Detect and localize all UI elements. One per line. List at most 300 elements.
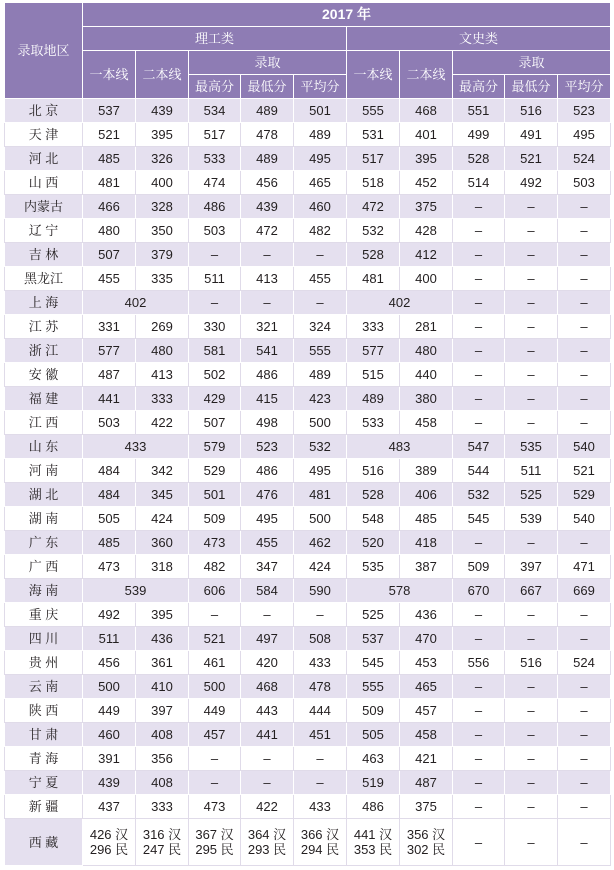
table-row xyxy=(5,219,611,243)
score-cell: – xyxy=(453,603,505,627)
score-cell: – xyxy=(453,795,505,819)
score-cell: 511 xyxy=(83,627,136,651)
score-cell: 487 xyxy=(400,771,453,795)
science-avg-header: 平均分 xyxy=(294,75,347,99)
score-han: 364 汉 xyxy=(247,827,287,842)
score-cell: 537 xyxy=(83,99,136,123)
score-cell: 424 xyxy=(294,555,347,579)
score-cell xyxy=(347,819,400,866)
score-cell: 667 xyxy=(505,579,558,603)
score-cell: 584 xyxy=(241,579,294,603)
score-cell: 489 xyxy=(241,147,294,171)
score-cell: 478 xyxy=(294,675,347,699)
score-cell: 281 xyxy=(400,315,453,339)
arts-tier1-header: 一本线 xyxy=(347,51,400,99)
score-cell: – xyxy=(453,699,505,723)
table-row xyxy=(5,603,611,627)
score-cell: 503 xyxy=(189,219,241,243)
score-han: 441 汉 xyxy=(353,827,393,842)
score-cell: 540 xyxy=(558,435,611,459)
score-cell: – xyxy=(294,291,347,315)
region-name: 贵 州 xyxy=(5,651,83,675)
score-cell: 670 xyxy=(453,579,505,603)
score-cell: 347 xyxy=(241,555,294,579)
table-row xyxy=(5,363,611,387)
score-cell: – xyxy=(558,363,611,387)
score-cell: 428 xyxy=(400,219,453,243)
score-cell: 545 xyxy=(453,507,505,531)
score-cell: 470 xyxy=(400,627,453,651)
table-row xyxy=(5,123,611,147)
score-cell: 485 xyxy=(83,147,136,171)
score-cell: – xyxy=(294,243,347,267)
region-name: 陕 西 xyxy=(5,699,83,723)
score-cell: 531 xyxy=(347,123,400,147)
table-row xyxy=(5,195,611,219)
score-cell: 518 xyxy=(347,171,400,195)
score-cell: 492 xyxy=(505,171,558,195)
score-cell: 460 xyxy=(83,723,136,747)
table-row xyxy=(5,699,611,723)
region-name: 甘 肃 xyxy=(5,723,83,747)
score-cell: 321 xyxy=(241,315,294,339)
score-cell: – xyxy=(505,363,558,387)
score-cell: 532 xyxy=(347,219,400,243)
region-name: 海 南 xyxy=(5,579,83,603)
score-cell: 468 xyxy=(241,675,294,699)
region-name: 江 苏 xyxy=(5,315,83,339)
score-cell: – xyxy=(558,315,611,339)
score-cell: 456 xyxy=(241,171,294,195)
score-cell xyxy=(400,819,453,866)
score-cell: – xyxy=(558,243,611,267)
table-header xyxy=(5,3,611,99)
score-cell: 441 xyxy=(83,387,136,411)
region-header: 录取地区 xyxy=(5,3,83,99)
table-row xyxy=(5,555,611,579)
region-name: 北 京 xyxy=(5,99,83,123)
score-min: 295 民 xyxy=(195,842,234,857)
score-cell: 525 xyxy=(505,483,558,507)
score-cell: 498 xyxy=(241,411,294,435)
score-cell: 360 xyxy=(136,531,189,555)
score-cell: – xyxy=(453,243,505,267)
score-cell-merged: 539 xyxy=(83,579,189,603)
score-cell: 606 xyxy=(189,579,241,603)
score-cell: 433 xyxy=(294,651,347,675)
score-cell: 520 xyxy=(347,531,400,555)
score-cell xyxy=(189,819,241,866)
arts-avg-header: 平均分 xyxy=(558,75,611,99)
score-cell: 333 xyxy=(136,795,189,819)
score-cell: – xyxy=(505,795,558,819)
score-cell: 486 xyxy=(347,795,400,819)
region-name: 福 建 xyxy=(5,387,83,411)
score-cell: – xyxy=(453,219,505,243)
score-cell: – xyxy=(505,723,558,747)
score-cell: – xyxy=(558,531,611,555)
table-row xyxy=(5,99,611,123)
score-cell: 474 xyxy=(189,171,241,195)
score-cell: 452 xyxy=(400,171,453,195)
table-row xyxy=(5,387,611,411)
arts-max-header: 最高分 xyxy=(453,75,505,99)
score-cell: – xyxy=(189,603,241,627)
score-cell: 476 xyxy=(241,483,294,507)
score-min: 353 民 xyxy=(353,842,393,857)
region-name: 河 南 xyxy=(5,459,83,483)
score-cell: 485 xyxy=(400,507,453,531)
score-cell: – xyxy=(189,771,241,795)
score-cell: 423 xyxy=(294,387,347,411)
score-cell: 503 xyxy=(558,171,611,195)
score-cell: 361 xyxy=(136,651,189,675)
table-row xyxy=(5,483,611,507)
score-cell: 508 xyxy=(294,627,347,651)
table-row xyxy=(5,411,611,435)
science-max-header: 最高分 xyxy=(189,75,241,99)
score-cell: 420 xyxy=(241,651,294,675)
score-cell: 524 xyxy=(558,651,611,675)
score-cell: 521 xyxy=(189,627,241,651)
score-han: 366 汉 xyxy=(300,827,340,842)
region-name: 四 川 xyxy=(5,627,83,651)
score-cell: 421 xyxy=(400,747,453,771)
table-row-tibet xyxy=(5,819,611,866)
score-cell: 345 xyxy=(136,483,189,507)
score-cell: 472 xyxy=(347,195,400,219)
score-cell: 439 xyxy=(83,771,136,795)
table-row xyxy=(5,795,611,819)
score-cell: – xyxy=(558,699,611,723)
score-cell xyxy=(136,819,189,866)
score-cell: 524 xyxy=(558,147,611,171)
table-row xyxy=(5,675,611,699)
score-cell: 486 xyxy=(189,195,241,219)
score-cell: – xyxy=(453,771,505,795)
score-cell: – xyxy=(558,411,611,435)
score-cell: 489 xyxy=(347,387,400,411)
score-cell xyxy=(294,819,347,866)
score-cell xyxy=(83,819,136,866)
score-cell: 581 xyxy=(189,339,241,363)
score-cell: 480 xyxy=(136,339,189,363)
table-row xyxy=(5,291,611,315)
region-name: 湖 北 xyxy=(5,483,83,507)
score-cell: 439 xyxy=(136,99,189,123)
score-cell: – xyxy=(453,747,505,771)
score-cell: 545 xyxy=(347,651,400,675)
score-cell: 523 xyxy=(241,435,294,459)
score-cell: – xyxy=(505,675,558,699)
region-name: 重 庆 xyxy=(5,603,83,627)
score-cell: 473 xyxy=(189,531,241,555)
score-cell: 532 xyxy=(453,483,505,507)
score-cell: – xyxy=(505,243,558,267)
score-cell: – xyxy=(558,387,611,411)
score-cell: – xyxy=(453,315,505,339)
score-cell: 511 xyxy=(189,267,241,291)
score-cell: – xyxy=(453,627,505,651)
score-cell-merged: 483 xyxy=(347,435,453,459)
score-cell: 333 xyxy=(347,315,400,339)
admission-score-table xyxy=(4,2,611,866)
score-cell: – xyxy=(241,291,294,315)
score-cell: 422 xyxy=(136,411,189,435)
score-cell: – xyxy=(558,723,611,747)
score-cell: 481 xyxy=(347,267,400,291)
score-cell: 485 xyxy=(83,531,136,555)
region-name: 安 徽 xyxy=(5,363,83,387)
score-cell: 456 xyxy=(83,651,136,675)
score-cell: 462 xyxy=(294,531,347,555)
score-cell: 540 xyxy=(558,507,611,531)
score-cell: 397 xyxy=(505,555,558,579)
score-cell: – xyxy=(505,627,558,651)
score-cell: 505 xyxy=(347,723,400,747)
score-han: 426 汉 xyxy=(89,827,129,842)
score-cell: 489 xyxy=(241,99,294,123)
score-cell: 551 xyxy=(453,99,505,123)
score-cell: 466 xyxy=(83,195,136,219)
table-row xyxy=(5,267,611,291)
score-cell: – xyxy=(453,267,505,291)
score-cell: – xyxy=(453,411,505,435)
score-cell: 521 xyxy=(558,459,611,483)
score-cell: 350 xyxy=(136,219,189,243)
score-cell: 471 xyxy=(558,555,611,579)
score-cell: – xyxy=(505,747,558,771)
score-cell: 528 xyxy=(347,243,400,267)
score-cell: 500 xyxy=(294,411,347,435)
score-cell: 413 xyxy=(136,363,189,387)
score-cell-merged: 433 xyxy=(83,435,189,459)
score-cell: 507 xyxy=(83,243,136,267)
score-cell: – xyxy=(558,675,611,699)
score-cell: – xyxy=(189,747,241,771)
score-cell: 532 xyxy=(294,435,347,459)
region-name: 山 东 xyxy=(5,435,83,459)
score-cell: – xyxy=(558,219,611,243)
score-cell: 465 xyxy=(400,675,453,699)
science-min-header: 最低分 xyxy=(241,75,294,99)
score-cell: 457 xyxy=(400,699,453,723)
score-cell: – xyxy=(241,603,294,627)
score-cell: 533 xyxy=(189,147,241,171)
score-cell: 433 xyxy=(294,795,347,819)
score-cell: 495 xyxy=(294,459,347,483)
score-cell: 449 xyxy=(83,699,136,723)
score-cell: – xyxy=(453,675,505,699)
score-cell: – xyxy=(505,603,558,627)
score-cell: 397 xyxy=(136,699,189,723)
score-cell: 391 xyxy=(83,747,136,771)
score-cell: 458 xyxy=(400,411,453,435)
score-cell: 500 xyxy=(189,675,241,699)
score-cell: 453 xyxy=(400,651,453,675)
score-cell: – xyxy=(505,387,558,411)
score-cell: 406 xyxy=(400,483,453,507)
table-row xyxy=(5,147,611,171)
score-cell: 437 xyxy=(83,795,136,819)
score-cell: – xyxy=(558,819,611,866)
score-cell: 497 xyxy=(241,627,294,651)
score-cell-merged: 402 xyxy=(83,291,189,315)
science-tier2-header: 二本线 xyxy=(136,51,189,99)
table-body xyxy=(5,99,611,866)
table-row xyxy=(5,627,611,651)
score-cell: 482 xyxy=(189,555,241,579)
score-cell: 489 xyxy=(294,363,347,387)
score-cell: 395 xyxy=(400,147,453,171)
score-cell: 525 xyxy=(347,603,400,627)
score-cell: 516 xyxy=(505,99,558,123)
score-cell: – xyxy=(558,771,611,795)
table-row xyxy=(5,315,611,339)
score-cell: 486 xyxy=(241,459,294,483)
score-cell: 457 xyxy=(189,723,241,747)
score-cell: 441 xyxy=(241,723,294,747)
score-cell: 537 xyxy=(347,627,400,651)
score-cell: 495 xyxy=(558,123,611,147)
score-cell: 400 xyxy=(136,171,189,195)
region-name: 吉 林 xyxy=(5,243,83,267)
score-cell: 395 xyxy=(136,603,189,627)
table-row xyxy=(5,651,611,675)
score-min: 296 民 xyxy=(89,842,129,857)
region-name: 天 津 xyxy=(5,123,83,147)
score-cell: 529 xyxy=(558,483,611,507)
score-cell: 556 xyxy=(453,651,505,675)
score-cell: 410 xyxy=(136,675,189,699)
score-han: 316 汉 xyxy=(142,827,182,842)
score-cell: 517 xyxy=(347,147,400,171)
score-cell: 460 xyxy=(294,195,347,219)
score-cell: – xyxy=(294,747,347,771)
score-cell: – xyxy=(558,339,611,363)
score-cell: – xyxy=(241,747,294,771)
region-name: 湖 南 xyxy=(5,507,83,531)
score-cell: 486 xyxy=(241,363,294,387)
score-cell: 443 xyxy=(241,699,294,723)
score-cell: 541 xyxy=(241,339,294,363)
score-cell: 535 xyxy=(347,555,400,579)
score-cell: 408 xyxy=(136,723,189,747)
science-admitted-header: 录取 xyxy=(189,51,347,75)
score-cell: 436 xyxy=(136,627,189,651)
score-cell: 548 xyxy=(347,507,400,531)
score-cell: 463 xyxy=(347,747,400,771)
score-cell: – xyxy=(558,795,611,819)
score-cell: 455 xyxy=(294,267,347,291)
table-row xyxy=(5,435,611,459)
region-name: 新 疆 xyxy=(5,795,83,819)
score-cell: – xyxy=(241,243,294,267)
score-cell: 472 xyxy=(241,219,294,243)
science-tier1-header: 一本线 xyxy=(83,51,136,99)
score-cell: – xyxy=(558,267,611,291)
score-cell: 480 xyxy=(400,339,453,363)
score-cell: 555 xyxy=(347,675,400,699)
year-header: 2017 年 xyxy=(83,3,611,27)
arts-tier2-header: 二本线 xyxy=(400,51,453,99)
score-cell: 401 xyxy=(400,123,453,147)
score-cell: 480 xyxy=(83,219,136,243)
score-cell: 521 xyxy=(83,123,136,147)
score-cell: 331 xyxy=(83,315,136,339)
score-cell: 482 xyxy=(294,219,347,243)
score-cell: – xyxy=(505,531,558,555)
table-row xyxy=(5,507,611,531)
score-cell: 455 xyxy=(241,531,294,555)
score-cell: 413 xyxy=(241,267,294,291)
region-name: 山 西 xyxy=(5,171,83,195)
score-cell: 444 xyxy=(294,699,347,723)
score-cell: 449 xyxy=(189,699,241,723)
score-cell: 491 xyxy=(505,123,558,147)
score-cell: – xyxy=(453,339,505,363)
score-cell: 528 xyxy=(453,147,505,171)
score-cell: 509 xyxy=(189,507,241,531)
score-cell: 555 xyxy=(294,339,347,363)
score-cell: 473 xyxy=(83,555,136,579)
score-cell: – xyxy=(294,603,347,627)
region-name: 河 北 xyxy=(5,147,83,171)
score-cell: 499 xyxy=(453,123,505,147)
score-cell: 539 xyxy=(505,507,558,531)
score-cell: 328 xyxy=(136,195,189,219)
score-cell: 535 xyxy=(505,435,558,459)
region-name: 云 南 xyxy=(5,675,83,699)
score-cell: 669 xyxy=(558,579,611,603)
score-cell: 408 xyxy=(136,771,189,795)
score-cell: 500 xyxy=(294,507,347,531)
score-cell: – xyxy=(453,387,505,411)
region-name: 广 西 xyxy=(5,555,83,579)
score-cell: 468 xyxy=(400,99,453,123)
score-cell: – xyxy=(189,291,241,315)
score-cell: – xyxy=(453,723,505,747)
region-name: 内蒙古 xyxy=(5,195,83,219)
score-cell: 429 xyxy=(189,387,241,411)
score-cell: 389 xyxy=(400,459,453,483)
score-cell: – xyxy=(241,771,294,795)
score-cell: – xyxy=(505,219,558,243)
score-cell: 481 xyxy=(294,483,347,507)
score-cell: 590 xyxy=(294,579,347,603)
score-cell: 501 xyxy=(189,483,241,507)
score-cell: – xyxy=(558,627,611,651)
score-cell: 484 xyxy=(83,483,136,507)
score-cell: – xyxy=(505,195,558,219)
region-name: 黑龙江 xyxy=(5,267,83,291)
score-cell: – xyxy=(294,771,347,795)
score-cell: 424 xyxy=(136,507,189,531)
score-cell: 375 xyxy=(400,195,453,219)
score-cell: 455 xyxy=(83,267,136,291)
score-cell: 500 xyxy=(83,675,136,699)
region-name: 广 东 xyxy=(5,531,83,555)
score-cell: 335 xyxy=(136,267,189,291)
score-cell: 523 xyxy=(558,99,611,123)
score-cell: 547 xyxy=(453,435,505,459)
score-cell: 509 xyxy=(453,555,505,579)
score-cell: – xyxy=(505,315,558,339)
score-cell: 440 xyxy=(400,363,453,387)
score-cell: 356 xyxy=(136,747,189,771)
score-cell: 439 xyxy=(241,195,294,219)
arts-group-header: 文史类 xyxy=(347,27,611,51)
